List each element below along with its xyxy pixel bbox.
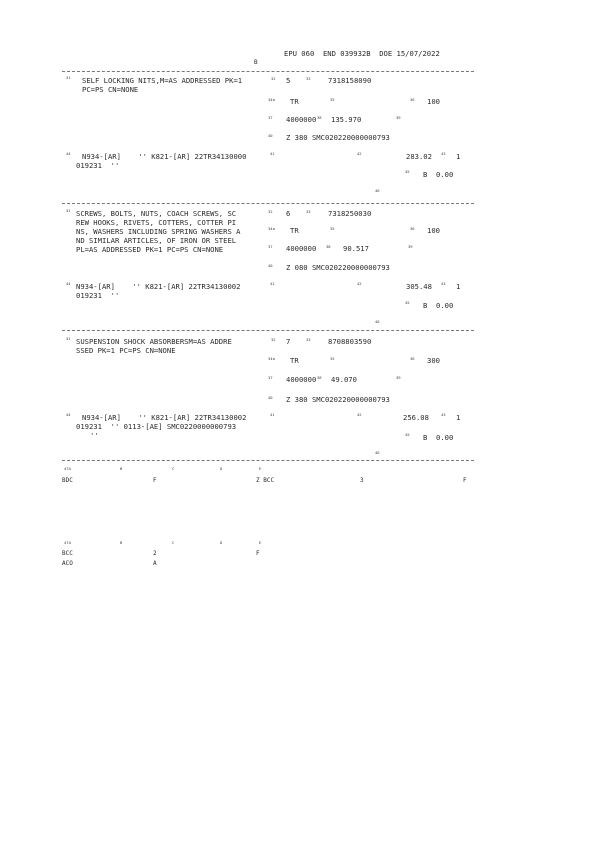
field-40-label: 40	[268, 263, 273, 268]
item-description-line: PL=AS ADDRESSED PK=1 PC=PS CN=NONE	[76, 245, 224, 254]
valuation-method: 1	[456, 413, 461, 422]
tax-method: F	[463, 477, 467, 484]
field-40-label: 40	[268, 395, 273, 400]
field-47a-label: 47A	[64, 540, 71, 545]
tax-value: 3	[360, 477, 364, 484]
field-39-label: 39	[396, 115, 401, 120]
field-38-label: 38	[326, 244, 331, 249]
country-of-origin: TR	[290, 226, 299, 235]
divider	[62, 203, 474, 204]
field-32-label: 32	[268, 209, 273, 214]
net-mass: 135.970	[331, 115, 362, 124]
field-46-label: 46	[375, 450, 380, 455]
field-45-label: 45	[405, 300, 410, 305]
preference: 100	[427, 97, 440, 106]
tax-method: F	[256, 550, 260, 557]
tax-type: Z BCC	[256, 477, 275, 484]
commodity-code: 7318250030	[328, 209, 372, 218]
field-47a-label: 47A	[64, 466, 71, 471]
divider	[62, 71, 474, 72]
field-32-label: 32	[271, 76, 276, 81]
item-description-line: REW HOOKS, RIVETS, COTTERS, COTTER PI	[76, 218, 237, 227]
previous-document: Z 080 SMC020220000000793	[286, 263, 390, 272]
adjustment: B 0.00	[423, 301, 454, 310]
item-description-line: PC=PS CN=NONE	[82, 85, 139, 94]
field-40-label: 40	[268, 133, 273, 138]
procedure-code: 4000000	[286, 375, 317, 384]
field-32-label: 32	[271, 337, 276, 342]
tax-value: F	[153, 477, 157, 484]
header-mark: B	[254, 59, 258, 66]
field-33-label: 33	[306, 337, 311, 342]
tax-type: ACO	[62, 560, 73, 567]
field-46-label: 46	[375, 188, 380, 193]
field-39-label: 39	[408, 244, 413, 249]
additional-info-cont: 019231 ''	[76, 161, 120, 170]
field-35-label: 35	[330, 226, 335, 231]
field-43-label: 43	[441, 412, 446, 417]
field-35-label: 35	[330, 356, 335, 361]
additional-info-cont: ''	[90, 431, 99, 440]
field-38-label: 38	[317, 115, 322, 120]
field-37-label: 37	[268, 115, 273, 120]
field-36-label: 36	[410, 356, 415, 361]
field-42-label: 42	[357, 412, 362, 417]
item-price: 283.02	[406, 152, 432, 161]
field-34a-label: 34a	[268, 97, 275, 102]
field-36-label: 36	[410, 97, 415, 102]
procedure-code: 4000000	[286, 244, 317, 253]
field-34a-label: 34a	[268, 356, 275, 361]
net-mass: 90.517	[343, 244, 369, 253]
valuation-method: 1	[456, 282, 461, 291]
field-42-label: 42	[357, 151, 362, 156]
field-c-label: C	[172, 540, 175, 545]
field-b-label: B	[120, 540, 123, 545]
item-description-line: NS, WASHERS INCLUDING SPRING WASHERS A	[76, 227, 241, 236]
item-description-line: SCREWS, BOLTS, NUTS, COACH SCREWS, SC	[76, 209, 237, 218]
tax-value: 2	[153, 550, 157, 557]
field-e-label: E	[259, 540, 262, 545]
field-37-label: 37	[268, 244, 273, 249]
field-d-label: D	[220, 466, 223, 471]
document-header: EPU 060 END 039932B DOE 15/07/2022	[284, 49, 440, 58]
additional-info: N934-[AR] '' K821-[AR] 22TR34130002	[76, 282, 241, 291]
field-e-label: E	[259, 466, 262, 471]
additional-info: N934-[AR] '' K821-[AR] 22TR34130000	[82, 152, 247, 161]
field-36-label: 36	[410, 226, 415, 231]
item-price: 305.48	[406, 282, 432, 291]
field-41-label: 41	[270, 151, 275, 156]
field-44-label: 44	[66, 151, 71, 156]
field-44-label: 44	[66, 412, 71, 417]
field-38-label: 38	[317, 375, 322, 380]
field-35-label: 35	[330, 97, 335, 102]
field-31-label: 31	[66, 208, 71, 213]
field-b-label: B	[120, 466, 123, 471]
item-price: 256.08	[403, 413, 429, 422]
divider	[62, 460, 474, 461]
field-d-label: D	[220, 540, 223, 545]
additional-info-cont: 019231 '' 0113-[AE] SMC0220000000793	[76, 422, 237, 431]
previous-document: Z 380 SMC020220000000793	[286, 133, 390, 142]
commodity-code: 8708803590	[328, 337, 372, 346]
preference: 300	[427, 356, 440, 365]
field-44-label: 44	[66, 281, 71, 286]
net-mass: 49.070	[331, 375, 357, 384]
commodity-code: 7318158090	[328, 76, 372, 85]
item-description-line: ND SIMILAR ARTICLES, OF IRON OR STEEL	[76, 236, 237, 245]
valuation-method: 1	[456, 152, 461, 161]
field-41-label: 41	[270, 412, 275, 417]
adjustment: B 0.00	[423, 170, 454, 179]
tax-type: BDC	[62, 477, 73, 484]
field-31-label: 31	[66, 75, 71, 80]
field-46-label: 46	[375, 319, 380, 324]
item-number: 7	[286, 337, 291, 346]
field-45-label: 45	[405, 169, 410, 174]
tax-type: BCC	[62, 550, 73, 557]
field-34a-label: 34a	[268, 226, 275, 231]
field-42-label: 42	[357, 281, 362, 286]
field-43-label: 43	[441, 281, 446, 286]
field-39-label: 39	[396, 375, 401, 380]
item-description-line: SELF LOCKING NITS,M=AS ADDRESSED PK=1	[82, 76, 243, 85]
divider	[62, 330, 474, 331]
country-of-origin: TR	[290, 356, 299, 365]
field-45-label: 45	[405, 432, 410, 437]
field-c-label: C	[172, 466, 175, 471]
field-37-label: 37	[268, 375, 273, 380]
field-33-label: 33	[306, 76, 311, 81]
additional-info-cont: 019231 ''	[76, 291, 120, 300]
item-number: 6	[286, 209, 291, 218]
adjustment: B 0.00	[423, 433, 454, 442]
country-of-origin: TR	[290, 97, 299, 106]
preference: 100	[427, 226, 440, 235]
item-description-line: SSED PK=1 PC=PS CN=NONE	[76, 346, 176, 355]
procedure-code: 4000000	[286, 115, 317, 124]
item-number: 5	[286, 76, 291, 85]
tax-method: A	[153, 560, 157, 567]
field-41-label: 41	[270, 281, 275, 286]
field-31-label: 31	[66, 336, 71, 341]
previous-document: Z 380 SMC020220000000793	[286, 395, 390, 404]
field-33-label: 33	[306, 209, 311, 214]
field-43-label: 43	[441, 151, 446, 156]
additional-info: N934-[AR] '' K821-[AR] 22TR34130002	[82, 413, 247, 422]
item-description-line: SUSPENSION SHOCK ABSORBERSM=AS ADDRE	[76, 337, 232, 346]
